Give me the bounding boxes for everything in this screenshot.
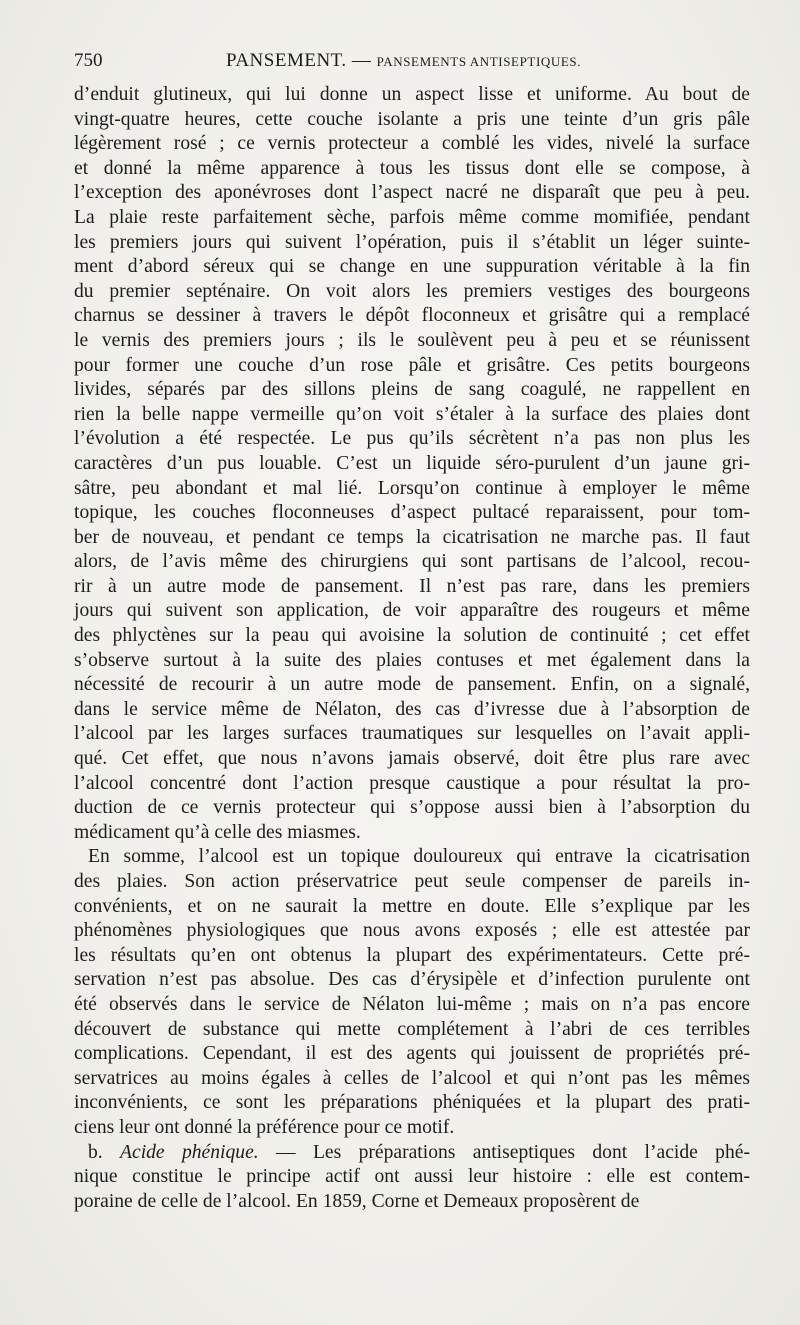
text-line: qué. Cet effet, que nous n’avons jamais observé, doit être plus rare avec <box>74 748 750 770</box>
text-line: servatrices au moins égales à celles de l’alcool et qui n’ont pas les mêmes <box>74 1067 750 1089</box>
text-line: légèrement rosé ; ce vernis protecteur a comblé les vides, nivelé la surface <box>74 133 750 155</box>
text-line: duction de ce vernis protecteur qui s’oppose aussi bien à l’absorption du <box>74 797 750 819</box>
text-line <box>74 1141 750 1166</box>
text-line: l’exception des aponévroses dont l’aspect nacré ne disparaît que peu à peu. <box>74 182 750 204</box>
text-line: nécessité de recourir à un autre mode de pansement. Enfin, on a signalé, <box>74 674 750 696</box>
text-line: phénomènes physiologiques que nous avons exposés ; elle est attestée par <box>74 920 750 942</box>
text-line: les premiers jours qui suivent l’opération, puis il s’établit un léger suinte- <box>74 231 750 253</box>
text-line: servation n’est pas absolue. Des cas d’érysipèle et d’infection purulente ont <box>74 969 750 991</box>
title-separator: — <box>351 50 372 71</box>
text-line: complications. Cependant, il est des agents qui jouissent de propriétés pré- <box>74 1043 750 1065</box>
text-line: sâtre, peu abondant et mal lié. Lorsqu’on continue à employer le même <box>74 477 750 499</box>
text-line: topique, les couches floconneuses d’aspect pultacé reparaissent, pour tom- <box>74 502 750 524</box>
text-line: convénients, et on ne saurait la mettre en doute. Elle s’explique par les <box>74 895 750 917</box>
text-line: ment d’abord séreux qui se change en une suppuration véritable à la fin <box>74 256 750 278</box>
text-line: charnus se dessiner à travers le dépôt floconneux et grisâtre qui a remplacé <box>74 305 750 327</box>
paragraph <box>74 845 750 1140</box>
text-line-rest: — Les préparations antiseptiques dont l’acide phé- <box>258 1141 750 1163</box>
section-heading: Acide phénique. <box>120 1141 259 1163</box>
running-header <box>74 46 750 78</box>
text-line: poraine de celle de l’alcool. En 1859, Corne et Demeaux proposèrent de <box>74 1190 640 1212</box>
text-line: l’alcool par les larges surfaces traumatiques sur lesquelles on l’avait appli- <box>74 723 750 745</box>
running-title <box>226 50 581 72</box>
text-line: nique constitue le principe actif ont aussi leur histoire : elle est contem- <box>74 1166 750 1188</box>
text-line: caractères d’un pus louable. C’est un liquide séro-purulent d’un jaune gri- <box>74 452 750 474</box>
text-line: s’observe surtout à la suite des plaies contuses et met également dans la <box>74 649 750 671</box>
text-line: rir à un autre mode de pansement. Il n’est pas rare, dans les premiers <box>74 575 750 597</box>
text-line: été observés dans le service de Nélaton lui-même ; mais on n’a pas encore <box>74 993 750 1015</box>
section-marker: b. <box>88 1141 121 1163</box>
text-line: rien la belle nappe vermeille qu’on voit s’étaler à la surface des plaies dont <box>74 403 750 425</box>
text-line: d’enduit glutineux, qui lui donne un aspect lisse et uniforme. Au bout de <box>74 84 750 105</box>
text-line: médicament qu’à celle des miasmes. <box>74 821 361 843</box>
text-line: La plaie reste parfaitement sèche, parfois même comme momifiée, pendant <box>74 206 750 228</box>
text-line: des plaies. Son action préservatrice peut seule compenser de pareils in- <box>74 871 750 892</box>
text-line: et donné la même apparence à tous les tissus dont elle se compose, à <box>74 157 750 179</box>
section-title: PANSEMENTS ANTISEPTIQUES. <box>376 54 582 69</box>
text-line: livides, séparés par des sillons pleins de sang coagulé, ne rappellent en <box>74 379 750 401</box>
text-line: découvert de substance qui mette complétement à l’abri de ces terribles <box>74 1018 750 1040</box>
text-line: alors, de l’avis même des chirurgiens qui sont partisans de l’alcool, recou- <box>74 551 750 573</box>
text-line: dans le service même de Nélaton, des cas d’ivresse due à l’absorption de <box>74 698 750 720</box>
paragraph <box>74 1141 750 1215</box>
text-line: l’évolution a été respectée. Le pus qu’ils sécrètent n’a pas non plus les <box>74 428 750 450</box>
text-line: inconvénients, ce sont les préparations phéniquées et la plupart des prati- <box>74 1092 750 1114</box>
page-number: 750 <box>74 50 103 71</box>
text-line: du premier septénaire. On voit alors les premiers vestiges des bourgeons <box>74 280 750 302</box>
text-line: vingt-quatre heures, cette couche isolante a pris une teinte d’un gris pâle <box>74 108 750 130</box>
chapter-title: PANSEMENT. <box>226 50 347 71</box>
text-line: jours qui suivent son application, de voir apparaître des rougeurs et même <box>74 600 750 622</box>
body-text <box>74 83 750 1214</box>
text-line: ber de nouveau, et pendant ce temps la cicatrisation ne marche pas. Il faut <box>74 526 750 548</box>
text-line: pour former une couche d’un rose pâle et grisâtre. Ces petits bourgeons <box>74 354 750 376</box>
text-line: l’alcool concentré dont l’action presque caustique a pour résultat la pro- <box>74 772 750 794</box>
text-line: des phlyctènes sur la peau qui avoisine la solution de continuité ; cet effet <box>74 625 750 647</box>
text-line: le vernis des premiers jours ; ils le soulèvent peu à peu et se réunissent <box>74 329 750 351</box>
text-line: En somme, l’alcool est un topique douloureux qui entrave la cicatrisation <box>88 846 750 868</box>
text-line: les résultats qu’en ont obtenus la plupart des expérimentateurs. Cette pré- <box>74 944 750 966</box>
paragraph <box>74 83 750 845</box>
text-line: ciens leur ont donné la préférence pour ce motif. <box>74 1116 455 1138</box>
